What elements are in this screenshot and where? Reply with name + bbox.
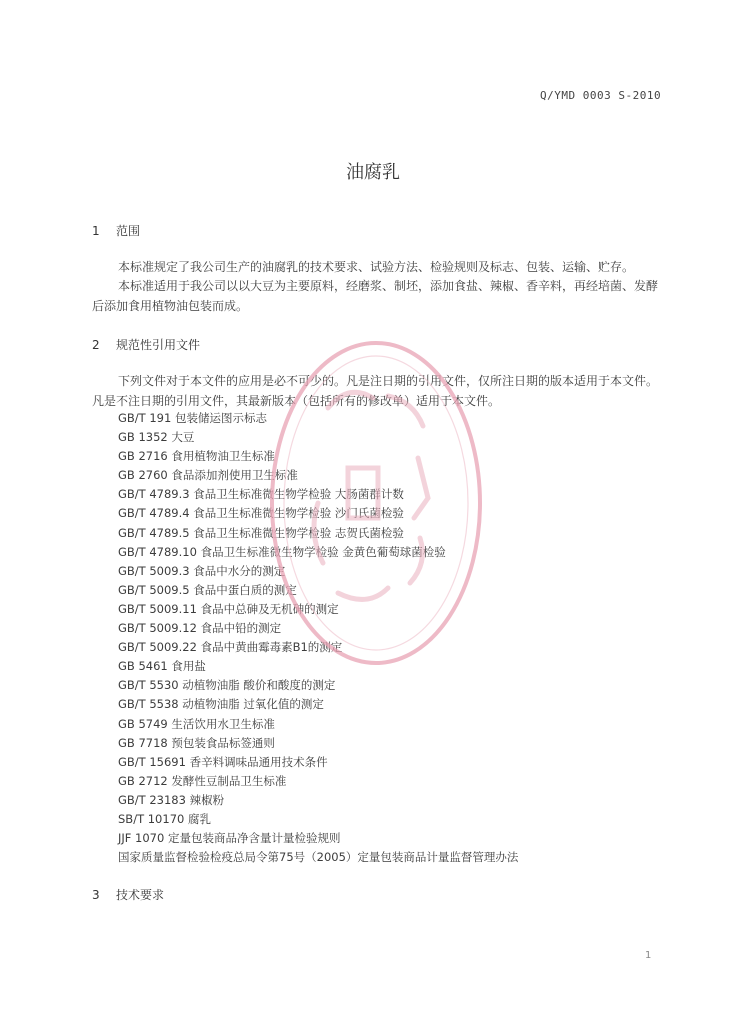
document-title: 油腐乳 [346, 162, 400, 183]
reference-item: GB/T 191 包装储运图示标志 [118, 411, 267, 425]
reference-item: GB/T 15691 香辛料调味品通用技术条件 [118, 754, 328, 769]
reference-item: GB/T 5538 动植物油脂 过氧化值的测定 [118, 697, 324, 712]
section-number: 1 [92, 224, 100, 238]
reference-item: GB/T 5009.11 食品中总砷及无机砷的测定 [118, 601, 339, 616]
reference-item: GB 2712 发酵性豆制品卫生标准 [118, 773, 287, 788]
reference-item: 国家质量监督检验检疫总局令第75号（2005）定量包装商品计量监督管理办法 [118, 850, 519, 865]
reference-item: GB 7718 预包装食品标签通则 [118, 735, 275, 750]
page-number: 1 [645, 950, 652, 961]
scope-paragraph-1: 本标准规定了我公司生产的油腐乳的技术要求、试验方法、检验规则及标志、包装、运输、贮存。 [118, 260, 635, 274]
reference-item: GB/T 5009.22 食品中黄曲霉毒素B1的测定 [118, 640, 343, 655]
reference-item: GB/T 5009.5 食品中蛋白质的测定 [118, 582, 297, 597]
section-title: 范围 [116, 224, 141, 238]
reference-item: GB/T 4789.3 食品卫生标准微生物学检验 大肠菌群计数 [118, 487, 404, 502]
reference-item: GB/T 4789.10 食品卫生标准微生物学检验 金黄色葡萄球菌检验 [118, 544, 446, 559]
section-title: 规范性引用文件 [116, 338, 201, 352]
normative-intro: 下列文件对于本文件的应用是必不可少的。凡是注日期的引用文件，仅所注日期的版本适用于本文件。凡是不注日期的引用文件，其最新版本（包括所有的修改单）适用于本文件。 [92, 374, 659, 408]
section-heading-technical [92, 886, 164, 903]
reference-item: GB 2716 食用植物油卫生标准 [118, 449, 275, 464]
section-number: 3 [92, 888, 100, 902]
reference-list [118, 409, 518, 867]
reference-item: GB/T 23183 辣椒粉 [118, 792, 225, 807]
reference-item: GB 1352 大豆 [118, 430, 195, 445]
section-heading-scope [92, 222, 140, 239]
document-code: Q/YMD 0003 S-2010 [540, 89, 662, 102]
section-number: 2 [92, 338, 100, 352]
reference-item: GB/T 5009.12 食品中铅的测定 [118, 621, 282, 636]
reference-item: GB/T 5009.3 食品中水分的测定 [118, 563, 286, 578]
reference-item: GB 5749 生活饮用水卫生标准 [118, 716, 275, 731]
reference-item: GB/T 5530 动植物油脂 酸价和酸度的测定 [118, 678, 336, 693]
reference-item: GB/T 4789.4 食品卫生标准微生物学检验 沙门氏菌检验 [118, 506, 404, 521]
reference-item: GB 5461 食用盐 [118, 659, 206, 674]
section-heading-normative [92, 336, 200, 353]
section-title: 技术要求 [116, 888, 165, 902]
scope-paragraph-2: 本标准适用于我公司以以大豆为主要原料，经磨浆、制坯，添加食盐、辣椒、香辛料，再经培菌、发酵后添加食用植物油包装而成。 [92, 279, 659, 313]
reference-item: JJF 1070 定量包装商品净含量计量检验规则 [118, 831, 341, 846]
reference-item: GB/T 4789.5 食品卫生标准微生物学检验 志贺氏菌检验 [118, 525, 404, 540]
reference-item: GB 2760 食品添加剂使用卫生标准 [118, 468, 298, 483]
reference-item: SB/T 10170 腐乳 [118, 811, 211, 826]
